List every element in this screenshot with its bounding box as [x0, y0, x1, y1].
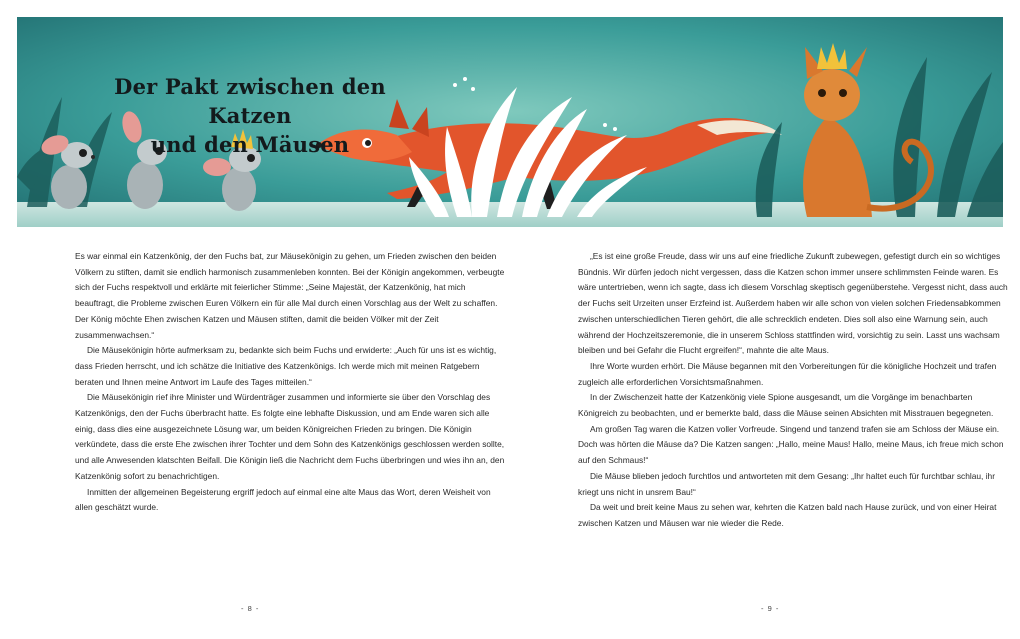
- title-line-1: Der Pakt zwischen den Katzen: [114, 74, 386, 129]
- paragraph: Es war einmal ein Katzenkönig, der den Fuchs bat, zur Mäusekönigin zu gehen, um Frieden zwischen den beiden Völkern zu stiften, damit sie endlich harmonisch zusammenleben konnten. Bei der Königin angekommen, verbeugte sich der Fuchs respektvoll und erklärte mit feierlicher Stimme: „Seine Majestät, der Katzenkönig, hat mich beauftragt, die Probleme zwischen Euren Völkern ein für alle Mal durch einen Vorschlag aus der Welt zu schaffen. Der König möchte Ehen zwischen Katzen und Mäusen stiften, damit die beiden Völker mit der Zeit zusammenwachsen.“: [75, 251, 505, 340]
- page-number-left: - 8 -: [241, 604, 260, 613]
- paragraph: Ihre Worte wurden erhört. Die Mäuse begannen mit den Vorbereitungen für die königliche Hochzeit und trafen zugleich alle erforderlichen Vorsichtsmaßnahmen.: [578, 360, 997, 387]
- paragraph: Da weit und breit keine Maus zu sehen war, kehrten die Katzen bald nach Hause zurück, und von einer Heirat zwischen Katzen und Mäusen war nie wieder die Rede.: [578, 502, 997, 528]
- paragraph: Die Mäusekönigin hörte aufmerksam zu, bedankte sich beim Fuchs und erwiderte: „Auch für uns ist es wichtig, dass Frieden herrscht, und ich schätze die Initiative des Katzenkönigs. Ich werde mich mit meinen Ratgebern beraten und Ihnen meine Antwort im Laufe des Tages mitteilen.“: [75, 345, 497, 387]
- page-number-right: - 9 -: [761, 604, 780, 613]
- title-line-2: und den Mäusen: [150, 132, 350, 158]
- paragraph: Inmitten der allgemeinen Begeisterung ergriff jedoch auf einmal eine alte Maus das Wort, deren Weisheit von allen geschätzt wurde.: [75, 486, 491, 513]
- paragraph: In der Zwischenzeit hatte der Katzenkönig viele Spione ausgesandt, um die Vorgänge im benachbarten Königreich zu beobachten, und er bemerkte bald, dass die Mäuse seinen Absichten mit Misstrauen begegneten.: [578, 392, 994, 419]
- story-title: [95, 72, 405, 159]
- paragraph: Die Mäusekönigin rief ihre Minister und Würdenträger zusammen und informierte sie über den Vorschlag des Katzenkönigs, den der Fuchs überbracht hatte. Es folgte eine lebhafte Diskussion, und am Ende waren sich alle einig, dass dies eine ausgezeichnete Lösung war, um beiden Königreichen Frieden zu bringen. Die Königin verkündete, dass die erste Ehe zwischen ihrer Tochter und dem Sohn des Katzenkönigs geschlossen werden sollte, und alle Anwesenden klatschten Beifall. Die Königin ließ die Nachricht dem Fuchs überbringen und wies ihn an, den Katzenkönig sofort zu benachrichtigen.: [75, 392, 505, 481]
- left-page-text: [75, 249, 505, 516]
- right-page-text: [578, 249, 1008, 532]
- paragraph: „Es ist eine große Freude, dass wir uns auf eine friedliche Zukunft zubewegen, gefestigt durch ein so wichtiges Bündnis. Wir dürfen jedoch nicht vergessen, dass die Katzen schon immer unsere schlimmsten Feinde waren. Es wäre untertrieben, wenn ich sagte, dass ich diesem Vorschlag skeptisch gegenüberstehe. Vergesst nicht, dass auch der Fuchs seit Urzeiten unser Erzfeind ist. Außerdem haben wir alle schon von vielen solchen Friedensabkommen zwischen unterschiedlichen Tieren gehört, die alle schrecklich endeten. Dies soll also eine Warnung sein, auch während der Hochzeitszeremonie, die in unserem Schloss stattfinden wird, vorsichtig zu sein. Lasst uns wachsam bleiben und bei Gefahr die Flucht ergreifen!“, mahnte die alte Maus.: [578, 251, 1008, 356]
- paragraph: Die Mäuse blieben jedoch furchtlos und antworteten mit dem Gesang: „Ihr haltet euch für furchtbar schlau, ihr kriegt uns nicht in unsrem Bau!“: [578, 470, 996, 497]
- paragraph: Am großen Tag waren die Katzen voller Vorfreude. Singend und tanzend trafen sie am Schloss der Mäuse ein. Doch was hörten die Mäuse da? Die Katzen sangen: „Hallo, meine Maus! Hallo, meine Maus, ich freue mich schon auf den Schmaus!“: [578, 423, 1004, 466]
